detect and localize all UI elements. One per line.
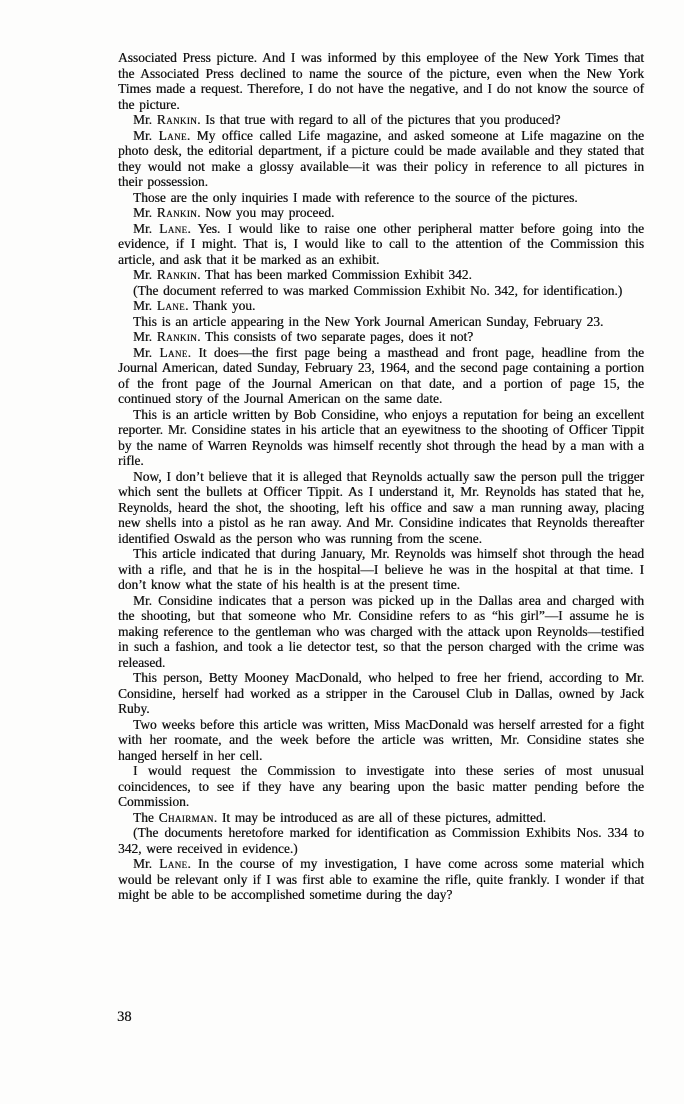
text-run: This person, Betty Mooney MacDonald, who helped to free her friend, according to Mr. Considine, herself had worked as a stripper in the Carousel Club in Dallas, owned by Jack Ruby.	[118, 670, 644, 716]
paragraph	[118, 856, 644, 903]
text-run: . This consists of two separate pages, does it not?	[197, 329, 474, 344]
text-run: Associated Press picture. And I was informed by this employee of the New York Times that the Associated Press declined to name the source of the picture, even when the New York Times made a request. Therefore, I do not have the negative, and I do not know the source of the picture.	[118, 50, 644, 112]
paragraph	[118, 112, 644, 128]
text-run: . Now you may proceed.	[197, 205, 335, 220]
paragraph	[118, 314, 644, 330]
text-run: . Is that true with regard to all of the pictures that you produced?	[197, 112, 561, 127]
text-run: . It may be introduced as are all of these pictures, admitted.	[213, 809, 546, 825]
speaker-name: Lane	[159, 344, 188, 360]
text-run: . It does—the first page being a masthead and front page, headline from the Journal American, dated Sunday, February 23, 1964, and the second page containing a portion of the front page of the Journal American on that date, and a portion of page 15, the continued story of the Journal American on the same date.	[118, 344, 644, 406]
text-run: Mr.	[133, 267, 157, 282]
text-run: The	[133, 809, 159, 825]
paragraph	[118, 469, 644, 547]
paragraph	[118, 50, 644, 112]
text-run: Mr.	[133, 205, 157, 220]
text-run: . That has been marked Commission Exhibit 342.	[197, 267, 472, 282]
text-run: I would request the Commission to investigate into these series of most unusual coincidences, to see if they have any bearing upon the basic matter pending before the Commission.	[118, 763, 644, 809]
paragraph	[118, 283, 644, 299]
paragraph	[118, 810, 644, 826]
paragraph	[118, 205, 644, 221]
text-run: This is an article written by Bob Considine, who enjoys a reputation for being an excellent reporter. Mr. Considine states in his article that an eyewitness to the shooting of Officer Tippit by the name of Warren Reynolds was himself recently shot through the head by a man with a rifle.	[118, 406, 644, 468]
text-run: Now, I don’t believe that it is alleged that Reynolds actually saw the person pull the trigger which sent the bullets at Officer Tippit. As I understand it, Mr. Reynolds has stated that he, Reynolds, heard the shot, the shooting, left his office and saw a man running away, placing new shells into a pistol as he ran away. And Mr. Considine indicates that Reynolds thereafter identified Oswald as the person who was running from the scene.	[118, 468, 644, 546]
text-run: Mr.	[133, 127, 159, 143]
page-number: 38	[117, 1009, 132, 1025]
text-run: . In the course of my investigation, I have come across some material which would be relevant only if I was first able to examine the rifle, quite frankly. I wonder if that might be able to be accomplished sometime during the day?	[118, 856, 644, 902]
text-run: Mr. Considine indicates that a person was picked up in the Dallas area and charged with the shooting, but that someone who Mr. Considine refers to as “his girl”—I assume he is making reference to the gentleman who was charged with the attack upon Reynolds—testified in such a fashion, and took a lie detector test, so that the person charged with the crime was released.	[118, 592, 644, 670]
paragraph	[118, 329, 644, 345]
text-run: This is an article appearing in the New York Journal American Sunday, February 23.	[133, 313, 604, 329]
paragraph	[118, 221, 644, 268]
paragraph	[118, 717, 644, 764]
text-run: (The documents heretofore marked for identification as Commission Exhibits Nos. 334 to 342, were received in evidence.)	[118, 825, 644, 856]
paragraph	[118, 407, 644, 469]
text-run: Mr.	[133, 112, 157, 127]
paragraph	[118, 345, 644, 407]
speaker-name: Lane	[159, 220, 188, 236]
text-run: This article indicated that during January, Mr. Reynolds was himself shot through the head with a rifle, and that he is in the hospital—I believe he was in the hospital at that time. I don’t know what the state of his health is at the present time.	[118, 546, 644, 592]
speaker-name: Rankin	[156, 112, 198, 127]
text-run: Mr.	[133, 220, 160, 236]
paragraph	[118, 763, 644, 810]
speaker-name: Rankin	[156, 205, 198, 220]
speaker-name: Lane	[156, 298, 186, 313]
paragraph	[118, 298, 644, 314]
text-run: . My office called Life magazine, and asked someone at Life magazine on the photo desk, the editorial department, if a picture could be made available and they stated that they would not make a glossy available—it was their policy in reference to all pictures in their possession.	[118, 127, 644, 189]
text-run: Mr.	[133, 298, 157, 313]
text-run: Those are the only inquiries I made with reference to the source of the pictures.	[133, 189, 578, 205]
text-run: Mr.	[133, 856, 160, 871]
paragraph	[118, 670, 644, 717]
text-run: . Thank you.	[185, 298, 256, 313]
paragraph	[118, 593, 644, 671]
speaker-name: Lane	[159, 856, 188, 871]
speaker-name: Rankin	[156, 329, 198, 344]
paragraph	[118, 825, 644, 856]
text-run: Mr.	[133, 344, 160, 360]
transcript-text	[118, 50, 644, 903]
paragraph	[118, 267, 644, 283]
paragraph	[118, 128, 644, 190]
text-run: Mr.	[133, 329, 157, 344]
speaker-name: Rankin	[156, 267, 198, 282]
speaker-name: Chairman	[158, 809, 214, 825]
speaker-name: Lane	[158, 127, 187, 143]
text-run: . Yes. I would like to raise one other peripheral matter before going into the evidence, if I might. That is, I would like to call to the attention of the Commission this article, and ask that it be marked as an exhibit.	[118, 220, 644, 267]
paragraph	[118, 546, 644, 593]
text-run: Two weeks before this article was written, Miss MacDonald was herself arrested for a fight with her roomate, and the week before the article was written, Mr. Considine states she hanged herself in her cell.	[118, 716, 644, 763]
paragraph	[118, 190, 644, 206]
text-run: (The document referred to was marked Commission Exhibit No. 342, for identification.)	[133, 282, 623, 298]
